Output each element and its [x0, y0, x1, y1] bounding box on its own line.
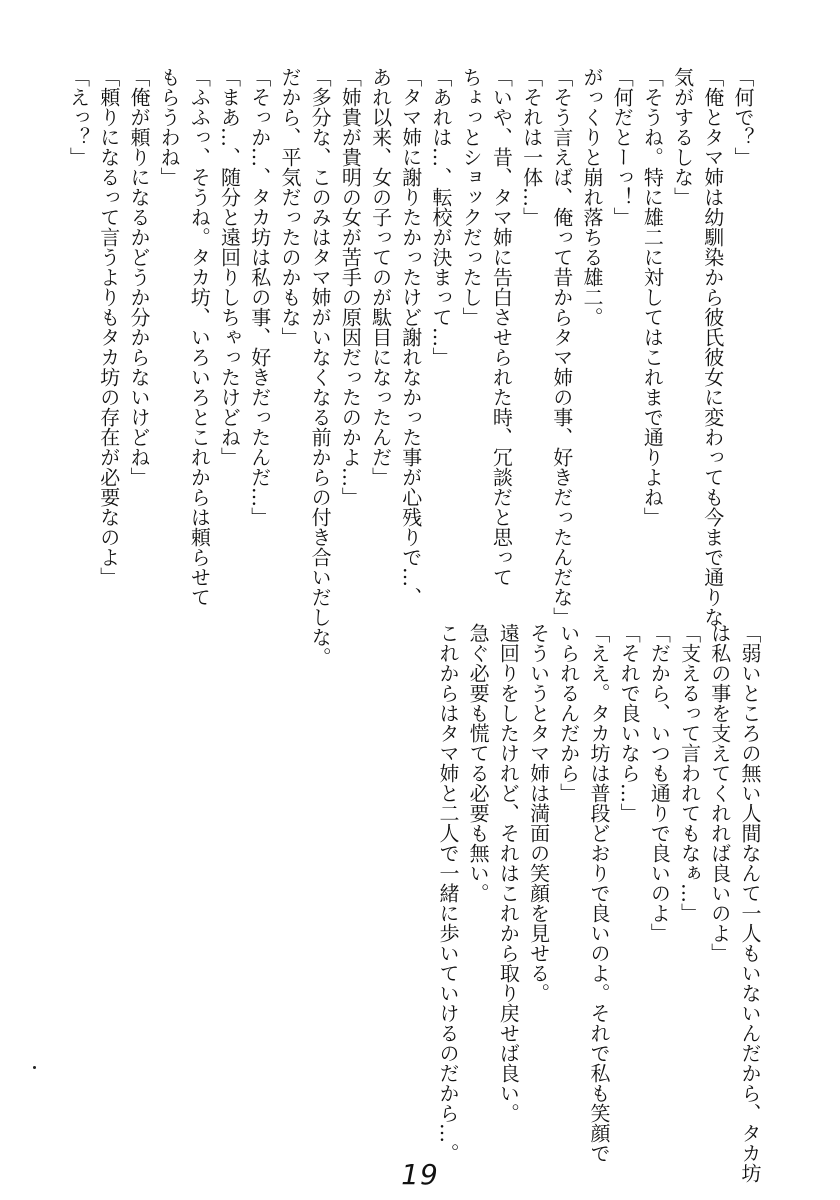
text-line: だから、平気だったのかもな」 — [277, 67, 302, 347]
text-line: 気がするしな」 — [670, 67, 695, 207]
text-line: 「支えるって言われてもなぁ…」 — [677, 623, 702, 923]
text-line: 「ふふっ、そうね。タカ坊、いろいろとこれからは頼らせて — [187, 67, 212, 607]
text-line: もらうわね」 — [157, 67, 182, 187]
text-line: 「多分な、このみはタマ姉がいなくなる前からの付き合いだしな。 — [308, 67, 333, 667]
text-line: あれ以来、女の子ってのが駄目になったんだ」 — [368, 67, 393, 487]
text-line: 「いや、昔、タマ姉に告白させられた時、冗談だと思って — [489, 67, 514, 587]
text-line: 「あれは…、転校が決まって…」 — [428, 67, 453, 367]
stray-ink-dot — [33, 1066, 36, 1069]
text-line: 「だから、いつも通りで良いのよ」 — [647, 623, 672, 943]
text-line: ちょっとショックだったし」 — [459, 67, 484, 327]
text-line: 「そっか…、タカ坊は私の事、好きだったんだ…」 — [247, 67, 272, 527]
text-line: 「そう言えば、俺って昔からタマ姉の事、好きだったんだな」 — [549, 67, 574, 627]
text-line: 「俺が頼りになるかどうか分からないけどね」 — [126, 67, 151, 487]
text-line: これからはタマ姉と二人で一緒に歩いていけるのだから…。 — [435, 623, 460, 1163]
lower-text-block — [433, 623, 765, 1183]
text-line: 「頼りになるって言うよりもタカ坊の存在が必要なのよ」 — [96, 67, 121, 587]
text-line: 「それで良いなら…」 — [617, 623, 642, 823]
page-number: 19 — [401, 1158, 439, 1191]
text-line: いられるんだから」 — [556, 623, 581, 803]
text-line: 「えっ？」 — [66, 67, 91, 167]
text-line: 「俺とタマ姉は幼馴染から彼氏彼女に変わっても今まで通りな — [700, 67, 725, 627]
text-line: 急ぐ必要も慌てる必要も無い。 — [466, 623, 491, 903]
text-line: 「そうね。特に雄二に対してはこれまで通りよね」 — [640, 67, 665, 527]
upper-text-block — [63, 67, 758, 667]
text-line: 「タマ姉に謝りたかったけど謝れなかった事が心残りで…、 — [398, 67, 423, 607]
text-line: そういうとタマ姉は満面の笑顔を見せる。 — [526, 623, 551, 1003]
text-line: 遠回りをしたけれど、それはこれから取り戻せば良い。 — [496, 623, 521, 1123]
text-line: がっくりと崩れ落ちる雄二。 — [579, 67, 604, 327]
text-line: は私の事を支えてくれれば良いのよ」 — [707, 623, 732, 963]
text-line: 「何で？」 — [731, 67, 755, 167]
text-line: 「姉貴が貴明の女が苦手の原因だったのかよ…」 — [338, 67, 363, 507]
text-line: 「まあ…、随分と遠回りしちゃったけどね」 — [217, 67, 242, 467]
text-line: 「何だとーっ！」 — [610, 67, 635, 227]
text-line: 「それは一体…」 — [519, 67, 544, 227]
text-line: 「弱いところの無い人間なんて一人もいないんだから、タカ坊 — [738, 623, 762, 1183]
text-line: 「ええ。タカ坊は普段どおりで良いのよ。それで私も笑顔で — [586, 623, 611, 1163]
